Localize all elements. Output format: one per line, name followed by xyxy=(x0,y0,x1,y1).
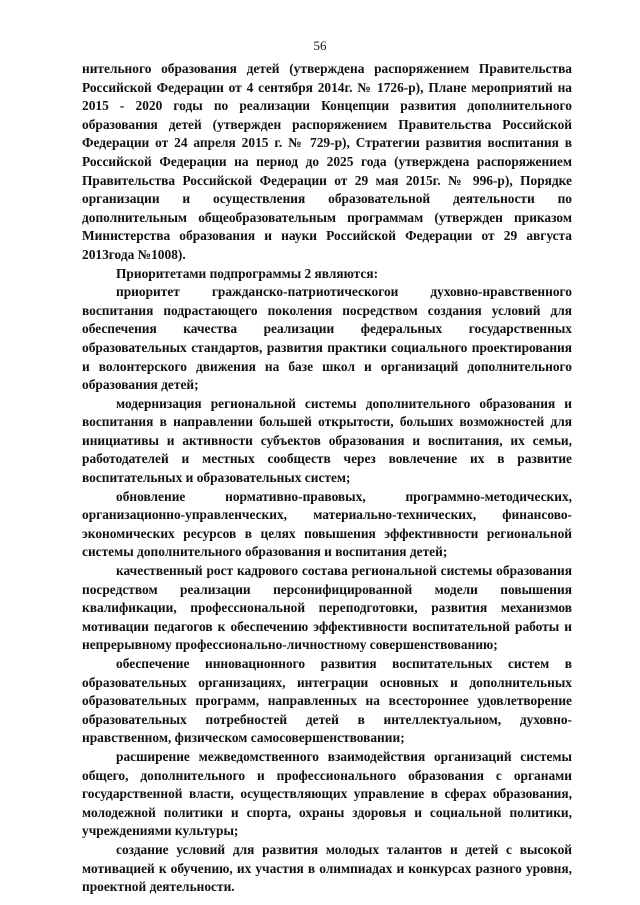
paragraph-priority-talents: создание условий для развития молодых талантов и детей с высокой мотивацией к обучению, их участия в олимпиадах и конкурсах разного уровня, проектной деятельности. xyxy=(82,841,572,895)
paragraph-priority-innovation: обеспечение инновационного развития воспитательных систем в образовательных организациях, интеграции основных и дополнительных образовательных программ, направленных на всестороннее удовлетворение образовательных потребностей детей в интеллектуальном, духовно-нравственном, физическом самосовершенствовании; xyxy=(82,656,572,746)
paragraph-priority-resources: обновление нормативно-правовых, программно-методических, организационно-управленческих, материально-технических, финансово-экономических ресурсов в целях повышения эффективности региональной системы дополнительного образования и воспитания детей; xyxy=(82,488,572,560)
paragraph-priority-patriotic: приоритет гражданско-патриотическогои духовно-нравственного воспитания подрастающего поколения посредством создания условий для обеспечения качества реализации федеральных государственных образовательных стандартов, развития практики социального проектирования и волонтерского движения на базе школ и организаций дополнительного образования детей; xyxy=(82,284,572,393)
paragraph-priority-modernization: модернизация региональной системы дополнительного образования и воспитания в направлении большей открытости, больших возможностей для инициативы и активности субъектов образования и воспитания, их семьи, работодателей и местных сообществ через вовлечение их в развитие воспитательных и образовательных систем; xyxy=(82,395,572,486)
paragraph-priorities-intro: Приоритетами подпрограммы 2 являются: xyxy=(116,265,379,281)
paragraph-priority-interagency: расширение межведомственного взаимодействия организаций системы общего, дополнительного и профессионального образования с органами государственной власти, осуществляющих управление в сферах образования, молодежной политики и спорта, охраны здоровья и социальной политики, учреждениями культуры; xyxy=(82,748,572,839)
page-number: 56 xyxy=(313,38,327,53)
paragraph-continuation: нительного образования детей (утверждена распоряжением Правительства Российской Федерации от 4 сентября 2014г. № 1726-р), Плане мероприятий на 2015 - 2020 годы по реализации Концепции развития дополнительного образования детей (утвержден распоряжением Правительства Российской Федерации от 24 апреля 2015 г. № 729-р), Стратегии развития воспитания в Российской Федерации на период до 2025 года (утверждена распоряжением Правительства Российской Федерации от 29 мая 2015г. № 996-р), Порядке организации и осуществления образовательной деятельности по дополнительным общеобразовательным программам (утвержден приказом Министерства образования и науки Российской Федерации от 29 августа 2013года №1008). xyxy=(82,61,572,262)
body-text xyxy=(82,60,572,897)
paragraph-priority-staff: качественный рост кадрового состава региональной системы образования посредством реализации персонифицированной модели повышения квалификации, профессиональной переподготовки, развития механизмов мотивации педагогов к обеспечению эффективности воспитательной работы и непрерывному профессионально-личностному совершенствованию; xyxy=(82,563,572,653)
